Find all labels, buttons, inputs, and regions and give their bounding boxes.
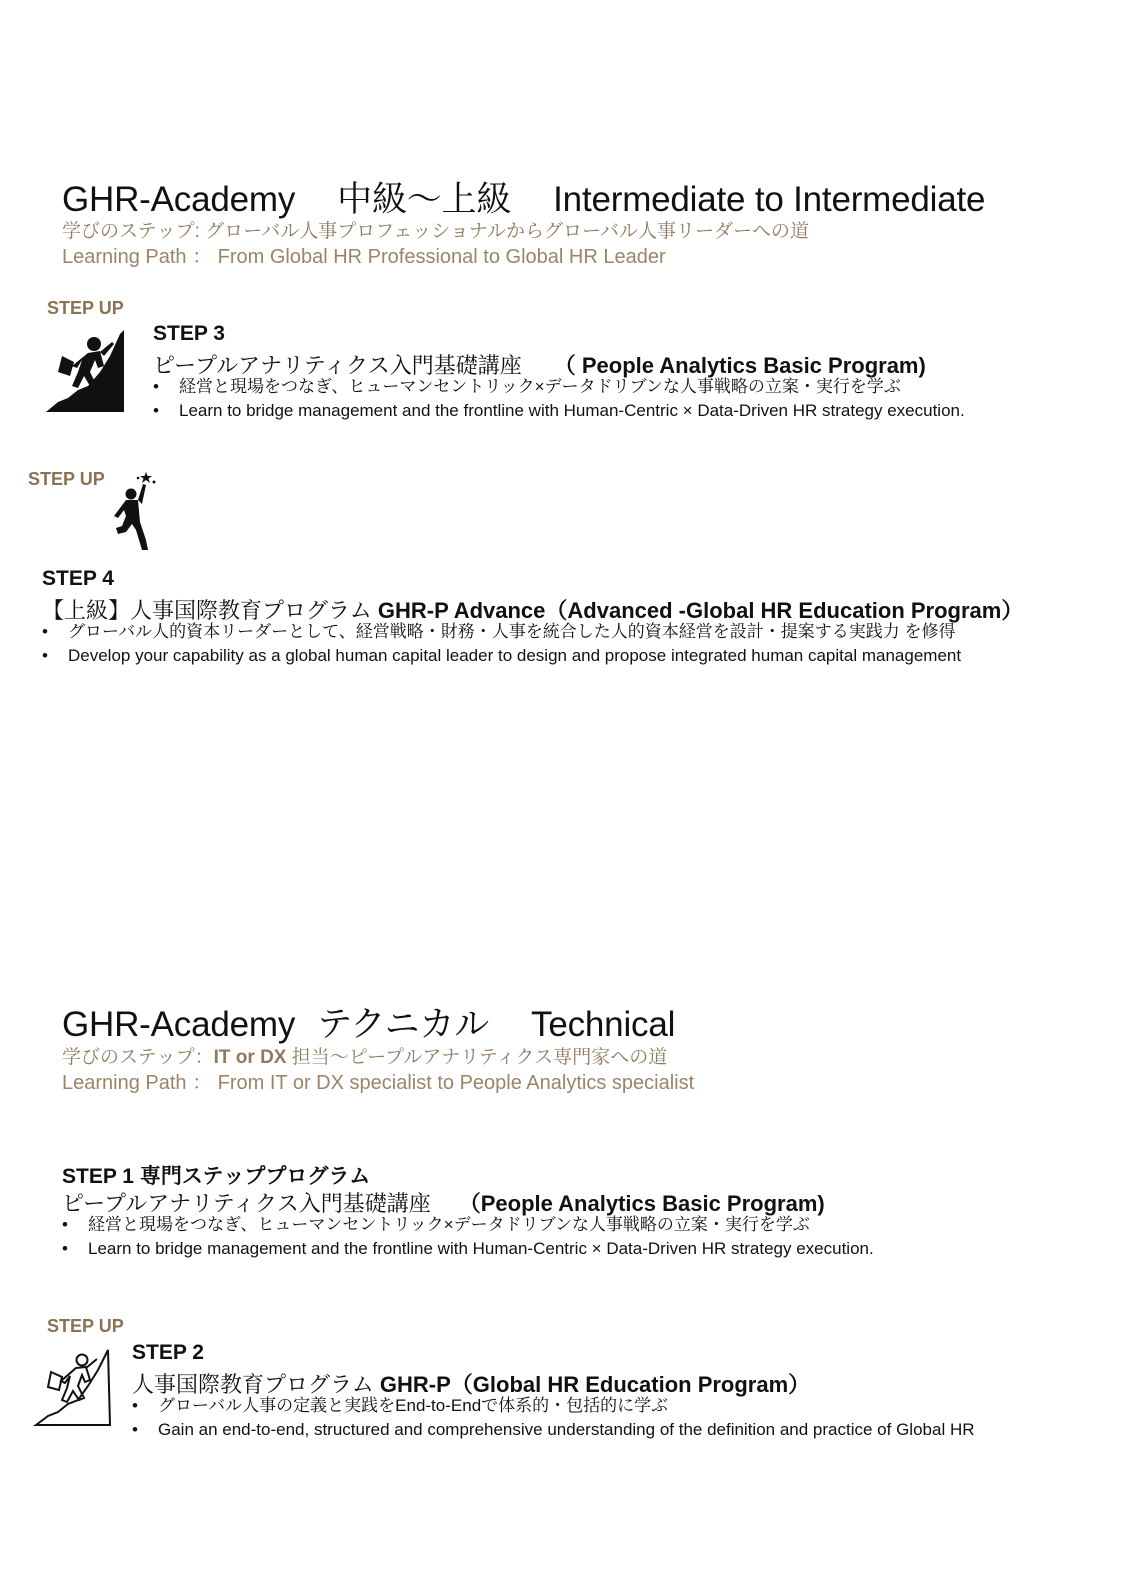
title-track-en: Technical <box>531 1005 676 1044</box>
step3-program-jp: ピープルアナリティクス入門基礎講座 <box>153 353 522 378</box>
path-bold: IT or DX <box>213 1047 287 1068</box>
list-item: • グローバル人事の定義と実践をEnd-to-Endで体系的・包括的に学ぶ <box>132 1394 975 1418</box>
step4-program-en: GHR-P Advance（Advanced -Global HR Education Program） <box>377 598 1024 623</box>
section1-title <box>62 172 985 222</box>
step4-bullets <box>42 620 961 668</box>
list-item: • Learn to bridge management and the frontline with Human-Centric × Data-Driven HR strategy execution. <box>153 399 965 423</box>
step3-program-en: （ People Analytics Basic Program) <box>553 353 926 378</box>
step2-label: STEP 2 <box>132 1341 204 1364</box>
step2-bullets <box>132 1394 975 1442</box>
step1-label-jp: 専門ステッププログラム <box>133 1165 371 1188</box>
step-up-label: STEP UP <box>28 469 105 489</box>
step-up-label: STEP UP <box>47 298 124 318</box>
step1-label <box>62 1160 370 1190</box>
title-level-jp: 中級〜上級 <box>337 180 512 219</box>
step2-program-jp: 人事国際教育プログラム <box>132 1372 374 1397</box>
step4-program-jp: 【上級】人事国際教育プログラム <box>42 598 372 623</box>
mountain-climber-icon <box>44 326 126 414</box>
list-item: • 経営と現場をつなぎ、ヒューマンセントリック×データドリブンな人事戦略の立案・実行を学ぶ <box>62 1213 874 1237</box>
path-prefix: 学びのステップ： <box>62 1047 214 1068</box>
list-item: • グローバル人的資本リーダーとして、経営戦略・財務・人事を統合した人的資本経営を設計・提案する実践力 を修得 <box>42 620 961 644</box>
list-item: • Gain an end-to-end, structured and comprehensive understanding of the definition and practice of Global HR <box>132 1418 975 1442</box>
step4-label: STEP 4 <box>42 567 114 590</box>
title-track-jp: テクニカル <box>317 1005 490 1044</box>
list-item: • 経営と現場をつなぎ、ヒューマンセントリック×データドリブンな人事戦略の立案・実行を学ぶ <box>153 375 965 399</box>
learning-path-en: Learning Path ： From IT or DX specialist to People Analytics specialist <box>62 1072 695 1094</box>
step1-label-en: STEP 1 <box>62 1165 134 1188</box>
step1-program-en: （People Analytics Basic Program) <box>458 1191 825 1216</box>
list-item: • Develop your capability as a global human capital leader to design and propose integrated human capital management <box>42 644 961 668</box>
reach-for-star-icon <box>110 470 160 552</box>
learning-path-jp: 学びのステップ: グローバル人事プロフェッショナルからグローバル人事リーダーへの道 <box>62 221 809 242</box>
step2-program-en: GHR-P（Global HR Education Program） <box>379 1372 811 1397</box>
mountain-climber-outline-icon <box>34 1346 112 1428</box>
title-academy: GHR-Academy <box>62 1005 296 1044</box>
learning-path-en: Learning Path ： From Global HR Professional to Global HR Leader <box>62 246 666 268</box>
learning-path-jp <box>62 1042 667 1069</box>
step1-program-jp: ピープルアナリティクス入門基礎講座 <box>62 1191 431 1216</box>
step3-label: STEP 3 <box>153 322 225 345</box>
list-item: • Learn to bridge management and the frontline with Human-Centric × Data-Driven HR strategy execution. <box>62 1237 874 1261</box>
step-up-label: STEP UP <box>47 1316 124 1336</box>
title-academy: GHR-Academy <box>62 180 296 219</box>
title-level-en: Intermediate to Intermediate <box>553 180 986 219</box>
step1-bullets <box>62 1213 874 1261</box>
step3-bullets <box>153 375 965 423</box>
path-suffix: 担当〜ピープルアナリティクス専門家への道 <box>286 1047 668 1068</box>
section2-title <box>62 997 675 1047</box>
